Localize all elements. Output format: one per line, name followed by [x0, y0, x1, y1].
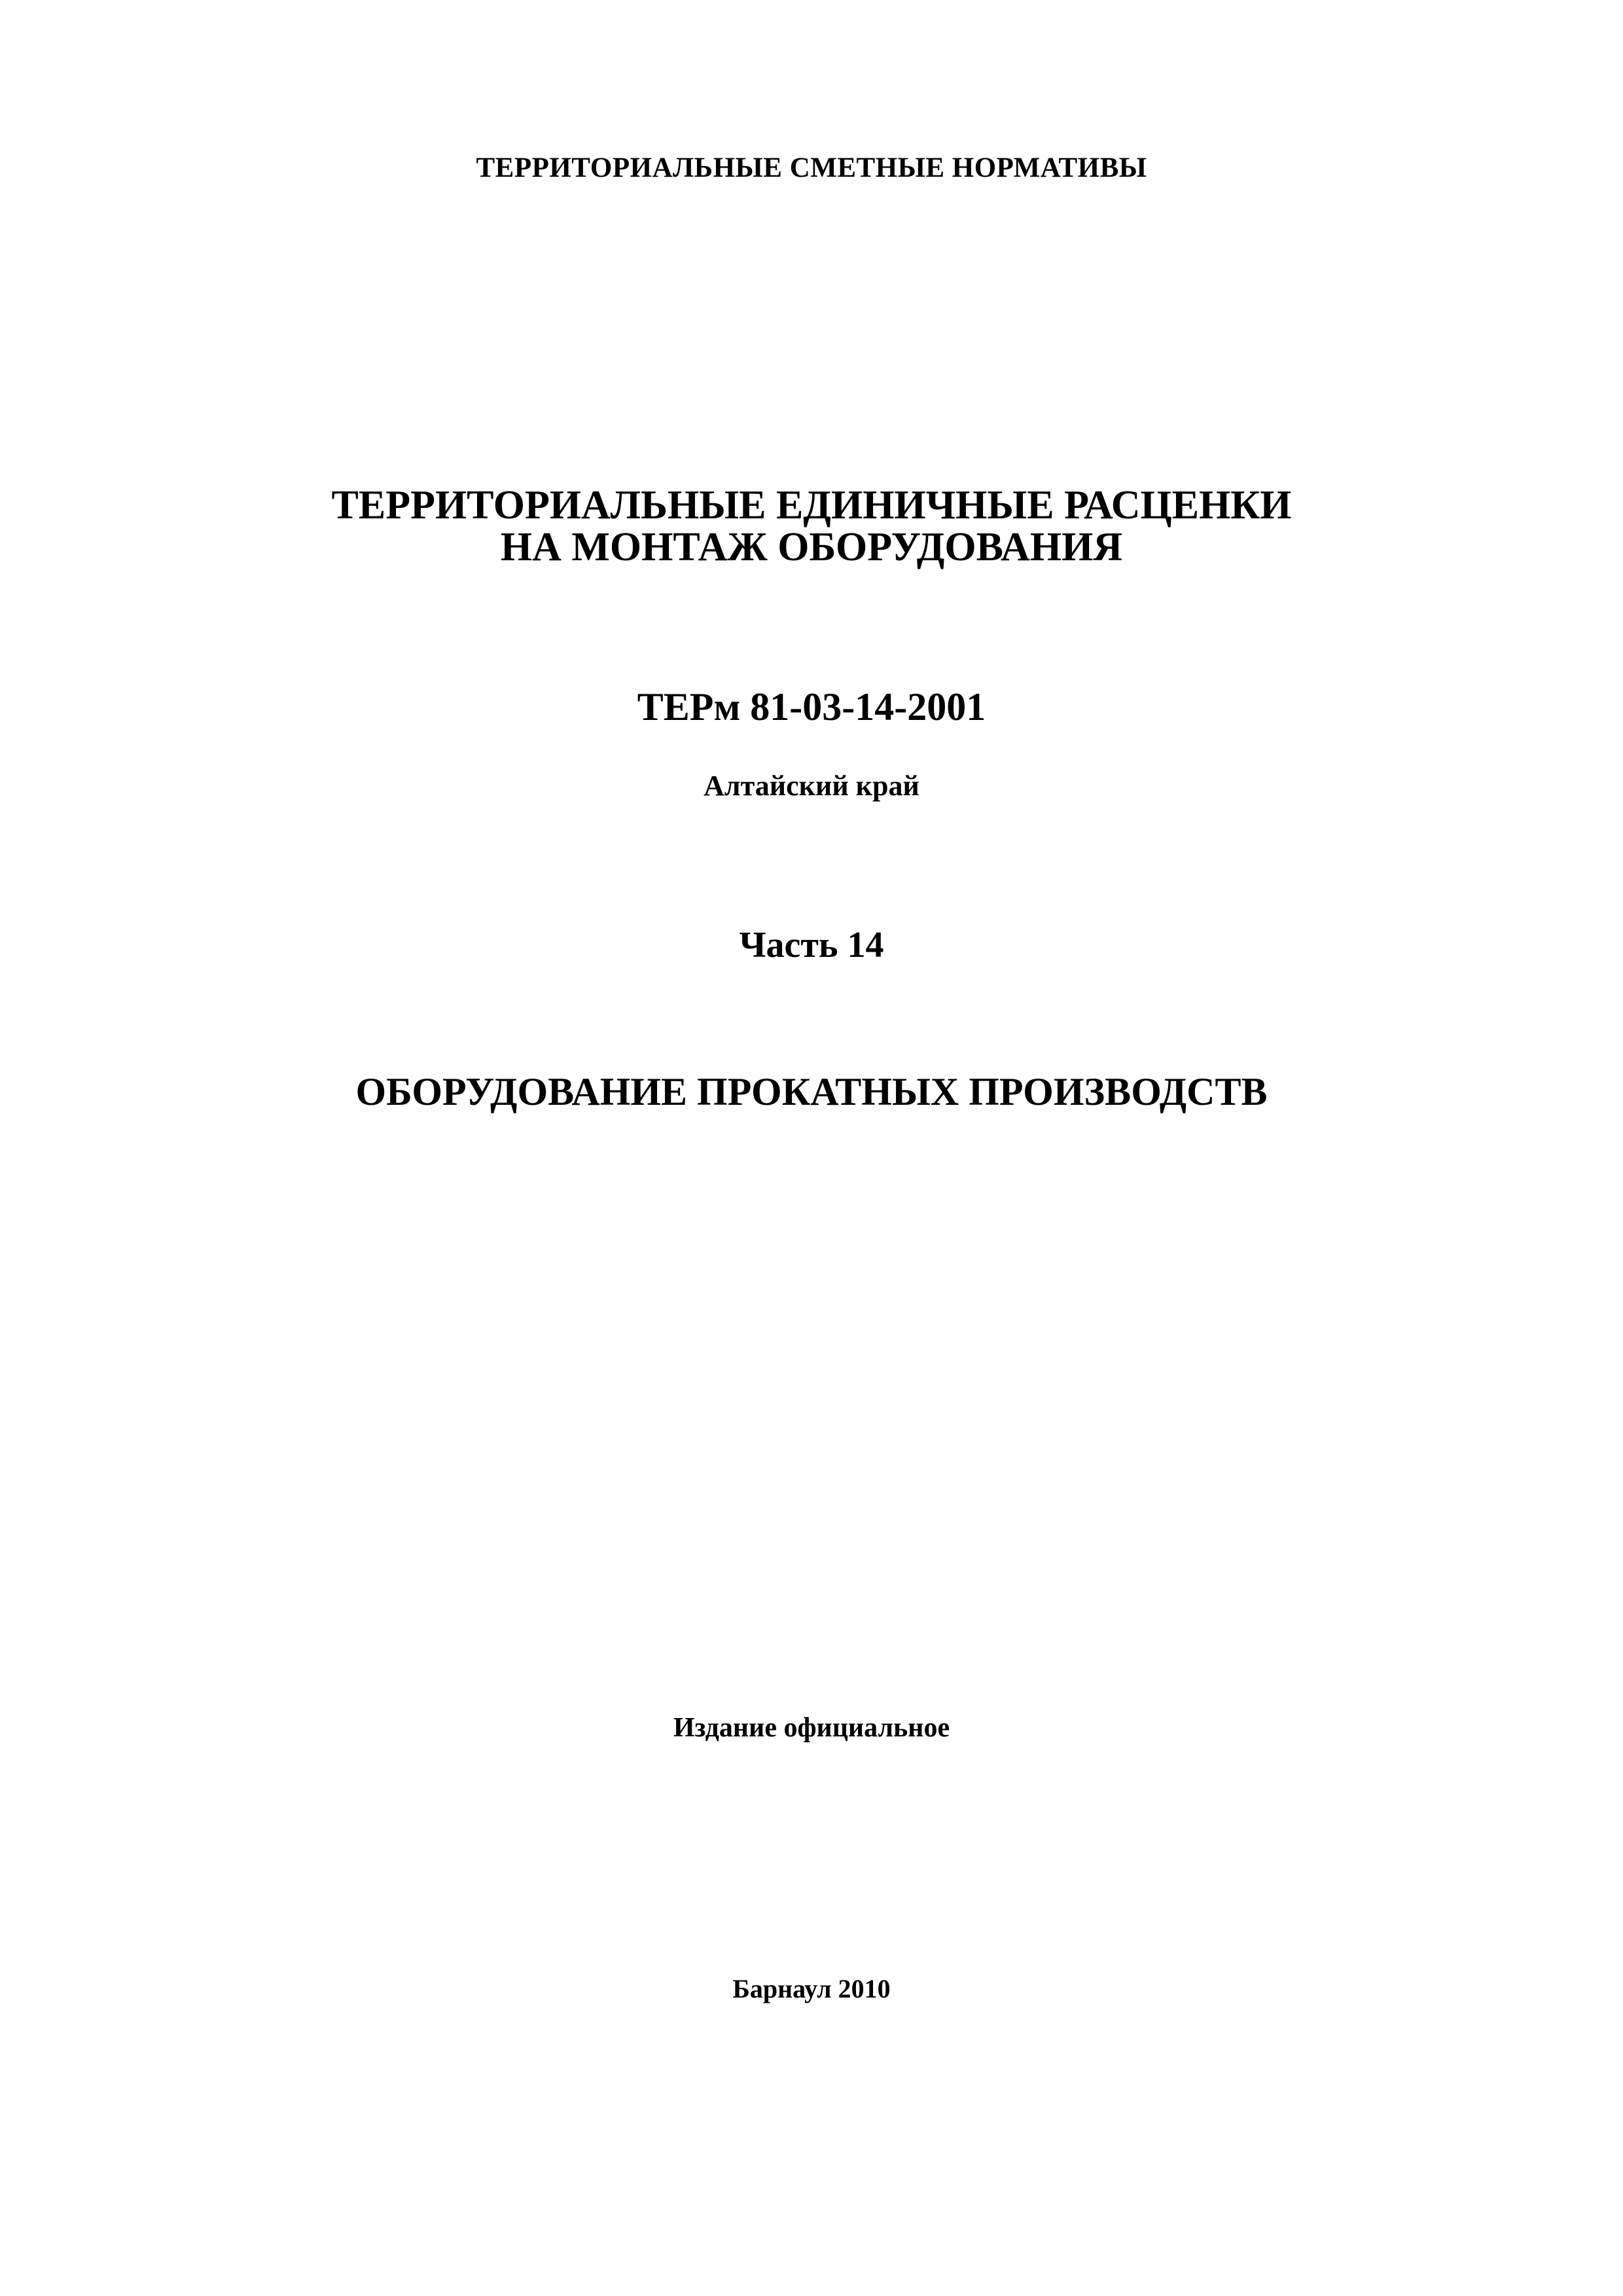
part-number: Часть 14	[739, 925, 884, 965]
series-header: ТЕРРИТОРИАЛЬНЫЕ СМЕТНЫЕ НОРМАТИВЫ	[476, 152, 1147, 183]
edition-note: Издание официальное	[673, 1713, 950, 1743]
main-title-line-1: ТЕРРИТОРИАЛЬНЫЕ ЕДИНИЧНЫЕ РАСЦЕНКИ	[331, 483, 1292, 528]
region-name: Алтайский край	[704, 770, 919, 802]
city-year: Барнаул 2010	[732, 1974, 891, 2003]
document-code: ТЕРм 81-03-14-2001	[637, 685, 986, 728]
section-subtitle: ОБОРУДОВАНИЕ ПРОКАТНЫХ ПРОИЗВОДСТВ	[355, 1070, 1268, 1113]
main-title-line-2: НА МОНТАЖ ОБОРУДОВАНИЯ	[500, 525, 1123, 569]
main-title	[0, 484, 1623, 568]
